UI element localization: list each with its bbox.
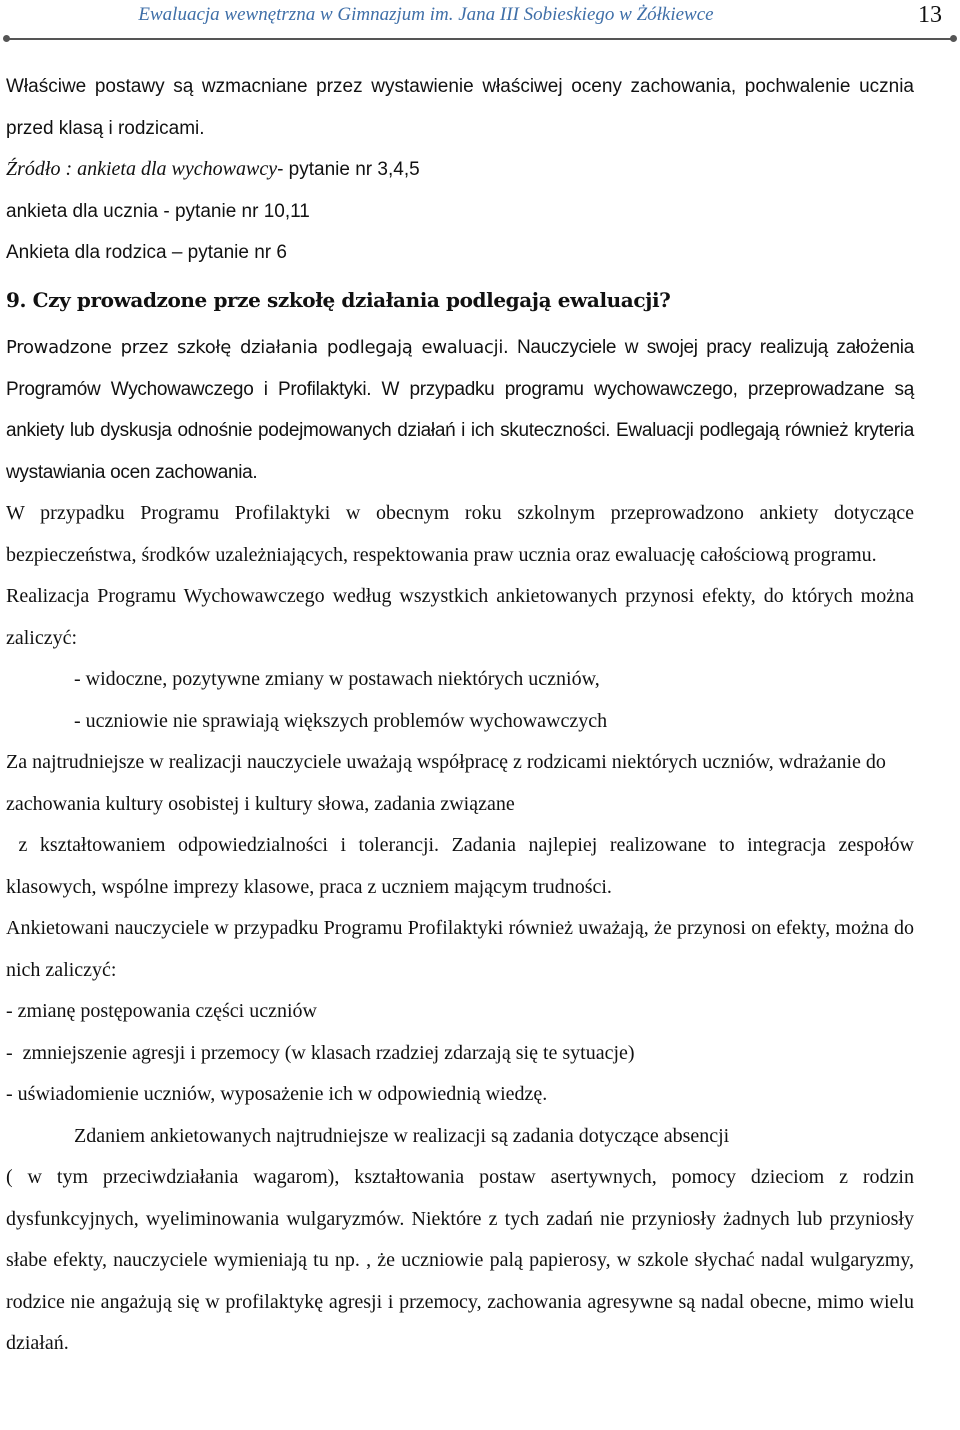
page-header [0,0,960,44]
rule-dot-right [950,35,957,42]
profilaktyka-effects-list [6,991,914,1116]
list-item: - uczniowie nie sprawiają większych problemów wychowawczych [74,709,608,732]
section-9-paragraph-3: Realizacja Programu Wychowawczego według wszystkich ankietowanych przynosi efekty, do których można zaliczyć: [6,585,914,649]
source-label: Źródło : ankieta dla wychowawcy [6,158,278,180]
section-9-paragraph-5: Ankietowani nauczyciele w przypadku Programu Profilaktyki również uważają, że przynosi on efekty, można do nich zaliczyć: [6,917,914,981]
section-9-heading: 9. Czy prowadzone prze szkołę działania podlegają ewaluacji? [6,287,671,312]
page-number: 13 [918,2,942,28]
source-line-1 [6,149,914,191]
section-9-lead: Prowadzone przez szkołę działania podlegają ewaluacji. [6,337,509,358]
header-title: Ewaluacja wewnętrzna w Gimnazjum im. Jana III Sobieskiego w Żółkiewce [138,4,714,25]
source-rest: - pytanie nr 3,4,5 [277,159,420,180]
effects-list [6,659,914,742]
rule-dot-left [3,35,10,42]
list-item: - uświadomienie uczniów, wyposażenie ich w odpowiednią wiedzę. [6,1083,548,1105]
source-line-3: Ankieta dla rodzica – pytanie nr 6 [6,242,287,263]
page-body [6,66,919,1365]
header-rule [6,38,954,40]
list-item: - zmianę postępowania części uczniów [6,1000,317,1022]
section-9-paragraph-6-cont: ( w tym przeciwdziałania wagarom), kształtowania postaw asertywnych, pomocy dzieciom z rodzin dysfunkcyjnych, wyeliminowania wulgaryzmów. Niektóre z tych zadań nie przyniosły żadnych lub przyniosły słabe efekty, nauczyciele wymieniają tu np. , że uczniowie palą papierosy, w szkole słychać nadal wulgaryzmy, rodzice nie angażują się w profilaktykę agresji i przemocy, zachowania agresywne są nadal obecne, mimo wielu działań. [6,1166,914,1354]
section-9-paragraph-4b: z kształtowaniem odpowiedzialności i tolerancji. Zadania najlepiej realizowane to integracja zespołów klasowych, wspólne imprezy klasowe, praca z uczniem mającym trudności. [6,834,919,898]
list-item: - widoczne, pozytywne zmiany w postawach niektórych uczniów, [74,668,600,690]
section-9-paragraph-6: Zdaniem ankietowanych najtrudniejsze w realizacji są zadania dotyczące absencji [74,1124,730,1147]
section-9-paragraph-4a: Za najtrudniejsze w realizacji nauczyciele uważają współpracę z rodzicami niektórych uczniów, wdrażanie do zachowania kultury osobistej i kultury słowa, zadania związane [6,751,886,815]
section-9-paragraph-1 [6,327,914,493]
section-9-p1-rest: Nauczyciele w swojej pracy realizują założenia Programów Wychowawczego i Profilaktyki. W przypadku programu wychowawczego, przeprowadzane są ankiety lub dyskusja odnośnie podejmowanych działań i ich skuteczności. Ewaluacji podlegają również kryteria wystawiania ocen zachowania. [6,337,914,483]
intro-paragraph: Właściwe postawy są wzmacniane przez wystawienie właściwej oceny zachowania, pochwalenie ucznia przed klasą i rodzicami. [6,76,914,139]
section-9-paragraph-2: W przypadku Programu Profilaktyki w obecnym roku szkolnym przeprowadzono ankiety dotyczące bezpieczeństwa, środków uzależniających, respektowania praw ucznia oraz ewaluację całościową programu. [6,502,914,566]
source-line-2: ankieta dla ucznia - pytanie nr 10,11 [6,200,310,222]
list-item: - zmniejszenie agresji i przemocy (w klasach rzadziej zdarzają się te sytuacje) [6,1041,635,1064]
